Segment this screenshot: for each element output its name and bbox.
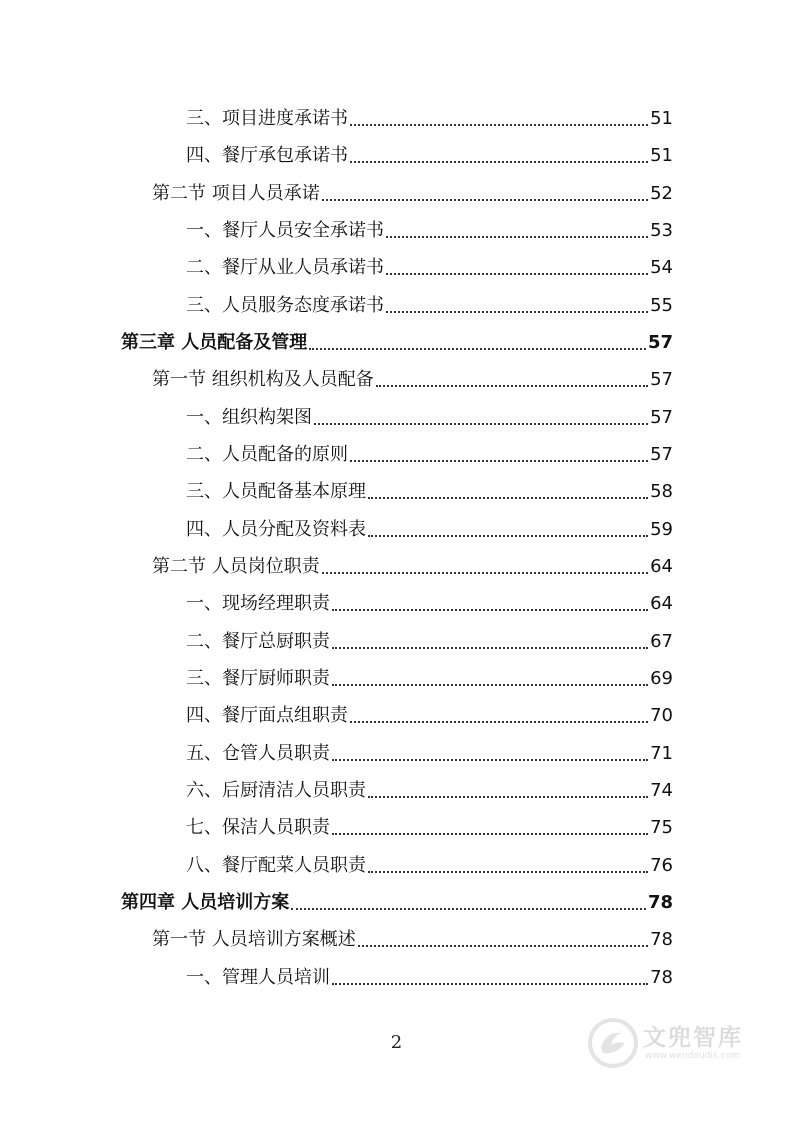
toc-entry-page: 55 — [650, 295, 673, 316]
dot-leader — [332, 684, 648, 686]
toc-entry-label: 第三章 人员配备及管理 — [121, 332, 308, 353]
dot-leader — [332, 647, 648, 649]
toc-entry-label: 四、餐厅承包承诺书 — [186, 145, 348, 166]
toc-entry-label: 二、人员配备的原则 — [186, 444, 348, 465]
toc-entry-page: 57 — [647, 332, 673, 353]
toc-entry-label: 第一节 人员培训方案概述 — [152, 929, 356, 950]
toc-entry-label: 第二节 人员岗位职责 — [152, 556, 320, 577]
toc-entry-page: 78 — [650, 929, 673, 950]
dot-leader — [350, 161, 648, 163]
toc-entry[interactable] — [186, 511, 673, 548]
toc-entry-page: 58 — [650, 481, 673, 502]
toc-entry-label: 第四章 人员培训方案 — [121, 892, 290, 913]
dot-leader — [386, 236, 648, 238]
toc-entry[interactable] — [186, 249, 673, 286]
toc-entry-label: 一、管理人员培训 — [186, 967, 330, 988]
dot-leader — [332, 833, 648, 835]
toc-entry-label: 五、仓管人员职责 — [186, 743, 330, 764]
toc-entry-page: 57 — [650, 369, 673, 390]
toc-entry-label: 一、组织构架图 — [186, 407, 312, 428]
toc-entry[interactable] — [186, 212, 673, 249]
toc-entry[interactable] — [186, 100, 673, 137]
toc-entry-page: 54 — [650, 257, 673, 278]
toc-entry[interactable] — [152, 921, 673, 958]
dot-leader — [332, 983, 648, 985]
toc-entry-page: 51 — [650, 145, 673, 166]
dot-leader — [358, 945, 648, 947]
page-number: 2 — [390, 1032, 403, 1053]
toc-entry-page: 57 — [650, 444, 673, 465]
dot-leader — [291, 908, 646, 910]
toc-entry[interactable] — [186, 623, 673, 660]
toc-entry[interactable] — [186, 660, 673, 697]
toc-entry-page: 67 — [650, 631, 673, 652]
toc-entry-page: 64 — [650, 593, 673, 614]
toc-entry[interactable] — [186, 772, 673, 809]
toc-entry[interactable] — [186, 735, 673, 772]
toc-entry-label: 三、餐厅厨师职责 — [186, 668, 330, 689]
toc-entry-page: 78 — [650, 967, 673, 988]
toc-entry[interactable] — [186, 585, 673, 622]
toc-entry[interactable] — [186, 959, 673, 996]
toc-entry-page: 51 — [650, 108, 673, 129]
toc-entry-page: 59 — [650, 519, 673, 540]
toc-entry-page: 52 — [650, 183, 673, 204]
dot-leader — [368, 497, 648, 499]
toc-entry[interactable] — [186, 436, 673, 473]
dot-leader — [309, 348, 646, 350]
toc-entry-label: 二、餐厅从业人员承诺书 — [186, 257, 384, 278]
toc-entry-chapter[interactable] — [121, 884, 673, 921]
dot-leader — [386, 273, 648, 275]
toc-entry[interactable] — [152, 548, 673, 585]
watermark-url: www.wendoudik.com — [645, 1051, 741, 1061]
toc-entry-label: 四、人员分配及资料表 — [186, 519, 366, 540]
wendou-logo-icon — [587, 1017, 639, 1069]
toc-entry-label: 一、现场经理职责 — [186, 593, 330, 614]
dot-leader — [350, 460, 648, 462]
toc-entry-page: 74 — [650, 780, 673, 801]
toc-entry-label: 三、项目进度承诺书 — [186, 108, 348, 129]
dot-leader — [332, 609, 648, 611]
toc-entry[interactable] — [186, 809, 673, 846]
toc-entry[interactable] — [152, 361, 673, 398]
watermark-name: 文兜智库 — [643, 1025, 743, 1051]
toc-entry[interactable] — [186, 473, 673, 510]
dot-leader — [322, 199, 648, 201]
toc-entry[interactable] — [186, 697, 673, 734]
toc-entry-label: 二、餐厅总厨职责 — [186, 631, 330, 652]
toc-entry[interactable] — [186, 847, 673, 884]
dot-leader — [386, 311, 648, 313]
dot-leader — [322, 572, 648, 574]
dot-leader — [350, 124, 648, 126]
toc-entry-label: 七、保洁人员职责 — [186, 817, 330, 838]
toc-entry[interactable] — [186, 137, 673, 174]
toc-entry-page: 53 — [650, 220, 673, 241]
toc-entry-label: 四、餐厅面点组职责 — [186, 705, 348, 726]
dot-leader — [350, 721, 648, 723]
toc-entry-label: 三、人员服务态度承诺书 — [186, 295, 384, 316]
dot-leader — [376, 385, 648, 387]
dot-leader — [368, 871, 648, 873]
toc-entry-label: 第二节 项目人员承诺 — [152, 183, 320, 204]
toc-entry-label: 第一节 组织机构及人员配备 — [152, 369, 374, 390]
toc-entry[interactable] — [186, 287, 673, 324]
toc-entry[interactable] — [152, 175, 673, 212]
toc-entry[interactable] — [186, 399, 673, 436]
toc-entry-chapter[interactable] — [121, 324, 673, 361]
dot-leader — [368, 535, 648, 537]
toc-entry-page: 69 — [650, 668, 673, 689]
toc-entry-page: 76 — [650, 855, 673, 876]
dot-leader — [368, 796, 648, 798]
toc-entry-label: 一、餐厅人员安全承诺书 — [186, 220, 384, 241]
toc-entry-page: 57 — [650, 407, 673, 428]
toc-entry-label: 三、人员配备基本原理 — [186, 481, 366, 502]
toc-entry-page: 70 — [650, 705, 673, 726]
dot-leader — [314, 423, 648, 425]
toc-entry-label: 八、餐厅配菜人员职责 — [186, 855, 366, 876]
dot-leader — [332, 759, 648, 761]
toc-entry-page: 64 — [650, 556, 673, 577]
toc-entry-page: 78 — [647, 892, 673, 913]
toc-entry-page: 75 — [650, 817, 673, 838]
watermark — [587, 1013, 767, 1075]
toc-entry-label: 六、后厨清洁人员职责 — [186, 780, 366, 801]
toc-entry-page: 71 — [650, 743, 673, 764]
